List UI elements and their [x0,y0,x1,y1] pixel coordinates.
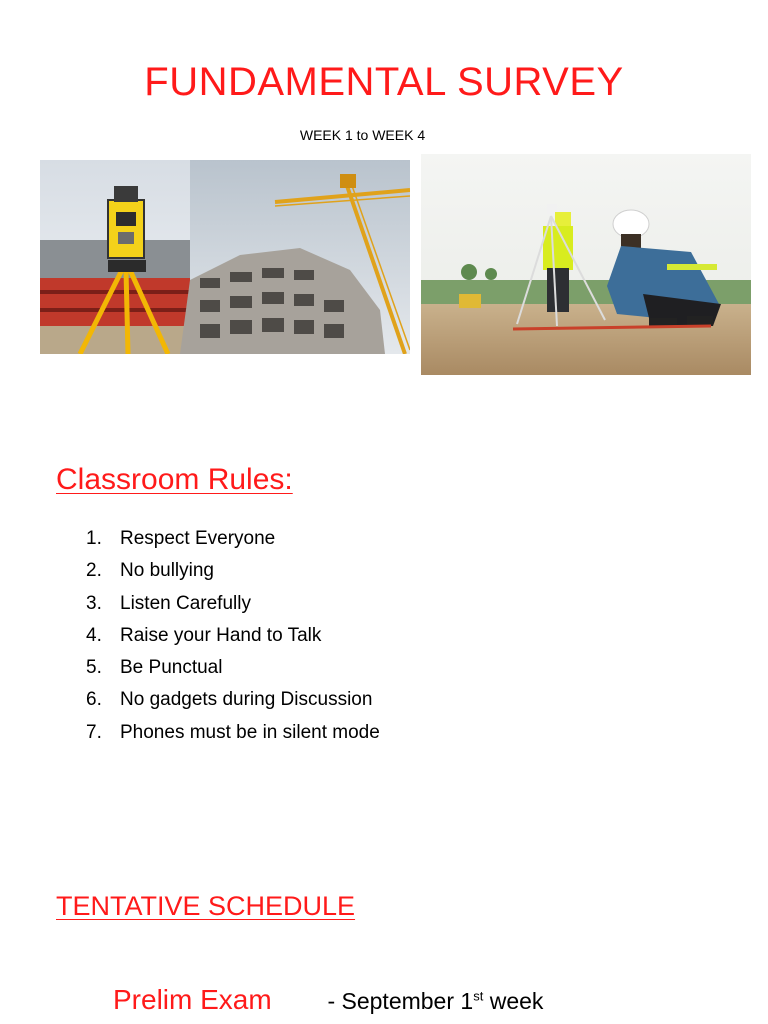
list-item-text: Listen Carefully [120,592,251,614]
exam-date-ordinal: st [473,988,484,1004]
list-item-text: No bullying [120,560,214,582]
list-item-text: Be Punctual [120,657,223,679]
list-item-number: 4. [86,624,102,646]
list-item-number: 5. [86,657,102,679]
total-station-construction-photo [40,160,410,354]
list-item-number: 3. [86,592,102,614]
exam-date-prefix: - September 1 [327,988,474,1014]
list-item-number: 6. [86,689,102,711]
list-item [86,654,380,686]
page-title: FUNDAMENTAL SURVEY [144,60,624,104]
list-item-text: Phones must be in silent mode [120,721,380,743]
tentative-schedule-heading: TENTATIVE SCHEDULE [56,891,356,921]
list-item [86,719,380,751]
page-subtitle: WEEK 1 to WEEK 4 [299,127,426,143]
exam-date [327,988,543,1014]
exam-date-suffix: week [483,988,544,1014]
list-item [86,525,380,557]
list-item-text: Respect Everyone [120,528,276,549]
list-item [86,557,380,589]
list-item-number: 2. [86,560,102,582]
surveyors-field-photo [421,154,751,375]
exam-name: Prelim Exam [113,984,272,1015]
classroom-rules-list [86,525,380,751]
list-item-number: 7. [86,721,102,743]
list-item [86,590,380,622]
classroom-rules-heading: Classroom Rules: [56,463,293,496]
list-item-text: No gadgets during Discussion [120,689,373,711]
list-item [86,622,380,654]
list-item-number: 1. [86,528,102,549]
list-item [86,686,380,718]
list-item-text: Raise your Hand to Talk [120,624,322,646]
exam-schedule-row [113,984,543,1016]
